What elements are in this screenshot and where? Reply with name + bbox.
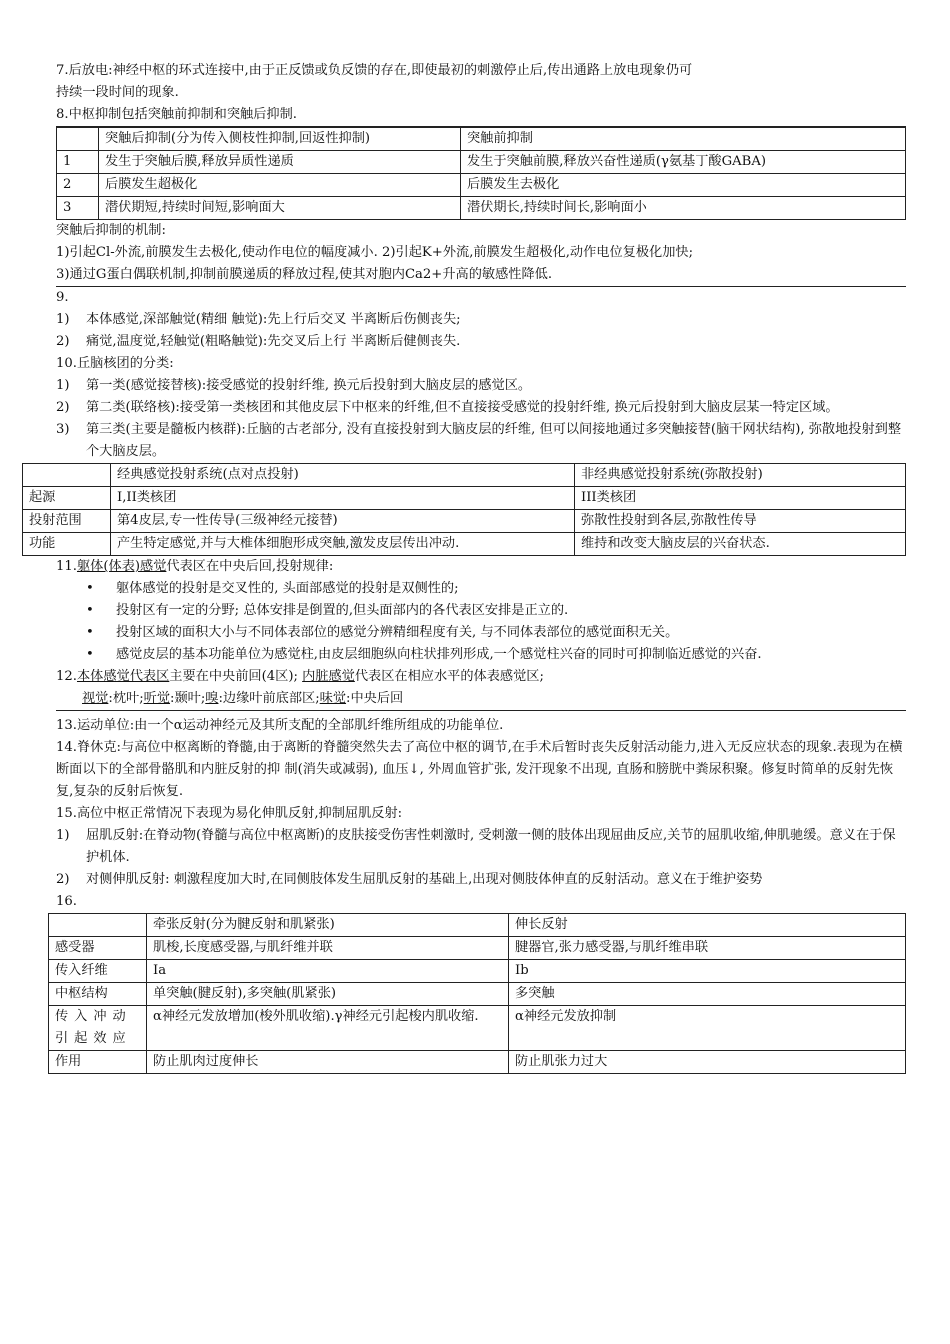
list-item xyxy=(56,397,906,419)
table-row xyxy=(23,510,906,533)
s15-title: 15.高位中枢正常情况下表现为易化伸肌反射,抑制屈肌反射: xyxy=(56,806,403,821)
s12-line1 xyxy=(56,666,906,688)
s10-title: 10.丘脑核团的分类: xyxy=(56,356,174,371)
bullet-item xyxy=(56,600,906,622)
header-cell: 牵张反射(分为腱反射和肌紧张) xyxy=(147,914,509,937)
header-cell: 突触前抑制 xyxy=(461,128,906,151)
header-cell: 伸长反射 xyxy=(509,914,906,937)
table-cell: 中枢结构 xyxy=(49,983,147,1006)
inhibition-table xyxy=(56,127,906,220)
table-row xyxy=(49,1006,906,1051)
s7-line2: 持续一段时间的现象. xyxy=(56,85,179,100)
table-header-row xyxy=(23,464,906,487)
s11-title xyxy=(56,556,906,578)
table-cell: Ib xyxy=(509,960,906,983)
table-cell: 投射范围 xyxy=(23,510,111,533)
s12-term: 视觉 xyxy=(82,691,109,706)
document-page xyxy=(29,60,906,1074)
table-cell: 后膜发生去极化 xyxy=(461,174,906,197)
item-text: 痛觉,温度觉,轻触觉(粗略触觉):先交叉后上行 半离断后健侧丧失. xyxy=(86,334,461,349)
s12-text: :边缘叶前底部区; xyxy=(218,691,320,706)
item-number: 2) xyxy=(56,872,70,887)
header-cell: 突触后抑制(分为传入侧枝性抑制,回返性抑制) xyxy=(99,128,461,151)
table-cell: 潜伏期短,持续时间短,影响面大 xyxy=(99,197,461,220)
s7-line1: 7.后放电:神经中枢的环式连接中,由于正反馈或负反馈的存在,即使最初的刺激停止后,传出通路上放电现象仍可 xyxy=(56,63,693,78)
table-cell: 产生特定感觉,并与大椎体细胞形成突触,激发皮层传出冲动. xyxy=(111,533,575,556)
s9-title: 9. xyxy=(56,290,69,305)
s12-text: 代表区在相应水平的体表感觉区; xyxy=(354,669,544,684)
table-cell: α神经元发放抑制 xyxy=(509,1006,906,1051)
table-cell: 第4皮层,专一性传导(三级神经元接替) xyxy=(111,510,575,533)
bullet-item xyxy=(56,622,906,644)
table-row xyxy=(57,197,906,220)
table-row xyxy=(57,151,906,174)
item-text: 第三类(主要是髓板内核群):丘脑的古老部分, 没有直接投射到大脑皮层的纤维, 但可以间接地通过多突触接替(脑干网状结构), 弥散地投射到整个大脑皮层。 xyxy=(86,422,902,459)
table-row xyxy=(57,174,906,197)
item-number: 1) xyxy=(56,378,70,393)
item-text: 第二类(联络核):接受第一类核团和其他皮层下中枢来的纤维,但不直接接受感觉的投射纤维, 换元后投射到大脑皮层某一特定区域。 xyxy=(86,400,839,415)
table-row xyxy=(49,1051,906,1074)
item-number: 2) xyxy=(56,334,70,349)
reflex-table xyxy=(48,913,906,1074)
table-cell: 传入冲动引起效应 xyxy=(49,1006,147,1051)
table-cell: 腱器官,张力感受器,与肌纤维串联 xyxy=(509,937,906,960)
s8-mech2: 3)通过G蛋白偶联机制,抑制前膜递质的释放过程,使其对胞内Ca2+升高的敏感性降低. xyxy=(56,264,906,287)
s8-title: 8.中枢抑制包括突触前抑制和突触后抑制. xyxy=(56,104,906,127)
table-cell: 1 xyxy=(57,151,99,174)
bullet-text: 感觉皮层的基本功能单位为感觉柱,由皮层细胞纵向柱状排列形成,一个感觉柱兴奋的同时可抑制临近感觉的兴奋. xyxy=(116,647,762,662)
header-cell: 非经典感觉投射系统(弥散投射) xyxy=(575,464,906,487)
header-cell xyxy=(23,464,111,487)
header-cell: 经典感觉投射系统(点对点投射) xyxy=(111,464,575,487)
list-item xyxy=(56,825,906,869)
bullet-icon: • xyxy=(86,603,94,618)
table-row xyxy=(49,937,906,960)
table-row xyxy=(23,487,906,510)
s11-rest: 代表区在中央后回,投射规律: xyxy=(166,559,334,574)
table-cell: 3 xyxy=(57,197,99,220)
s8-mech-title: 突触后抑制的机制: xyxy=(56,223,166,238)
table-cell: 防止肌肉过度伸长 xyxy=(147,1051,509,1074)
table-cell: 弥散性投射到各层,弥散性传导 xyxy=(575,510,906,533)
header-cell xyxy=(49,914,147,937)
item-text: 第一类(感觉接替核):接受感觉的投射纤维, 换元后投射到大脑皮层的感觉区。 xyxy=(86,378,532,393)
bullet-item xyxy=(56,644,906,666)
bullet-text: 躯体感觉的投射是交叉性的, 头面部感觉的投射是双侧性的; xyxy=(116,581,459,596)
item-number: 2) xyxy=(56,400,70,415)
s8-mech1: 1)引起Cl-外流,前膜发生去极化,使动作电位的幅度减小. 2)引起K+外流,前膜发生超极化,动作电位复极化加快; xyxy=(56,245,694,260)
table-cell: 单突触(腱反射),多突触(肌紧张) xyxy=(147,983,509,1006)
table-cell: 功能 xyxy=(23,533,111,556)
bullet-item xyxy=(56,578,906,600)
s12-prefix: 12. xyxy=(56,669,77,684)
bullet-text: 投射区有一定的分野; 总体安排是倒置的,但头面部内的各代表区安排是正立的. xyxy=(116,603,569,618)
item-number: 1) xyxy=(56,312,70,327)
s12-term: 听觉 xyxy=(143,691,171,706)
s12-term: 本体感觉代表区 xyxy=(76,669,170,684)
table-cell: Ia xyxy=(147,960,509,983)
table-cell: 传入纤维 xyxy=(49,960,147,983)
s12-text: :中央后回 xyxy=(346,691,404,706)
s12-text: :枕叶; xyxy=(108,691,144,706)
table-cell: 感受器 xyxy=(49,937,147,960)
table-row xyxy=(49,983,906,1006)
s12-term: 嗅 xyxy=(205,691,219,706)
table-cell: 作用 xyxy=(49,1051,147,1074)
table-cell: 维持和改变大脑皮层的兴奋状态. xyxy=(575,533,906,556)
table-header-row xyxy=(49,914,906,937)
s12-text: 主要在中央前回(4区); xyxy=(169,669,303,684)
table-cell: I,II类核团 xyxy=(111,487,575,510)
list-item xyxy=(56,375,906,397)
s12-text: :颞叶; xyxy=(170,691,206,706)
s14-text: 14.脊休克:与高位中枢离断的脊髓,由于离断的脊髓突然失去了高位中枢的调节,在手术后暂时丧失反射活动能力,进入无反应状态的现象.表现为在横断面以下的全部骨骼肌和内脏反射的抑 制(消失或减弱), 血压↓, 外周血管扩张, 发汗现象不出现, 直肠和膀胱中粪尿积聚。修复时简单的反射先恢复,复杂的反射后恢复. xyxy=(56,740,903,799)
table-cell: 发生于突触前膜,释放兴奋性递质(γ氨基丁酸GABA) xyxy=(461,151,906,174)
s13-text: 13.运动单位:由一个α运动神经元及其所支配的全部肌纤维所组成的功能单位. xyxy=(56,718,504,733)
list-item xyxy=(56,419,906,463)
table-cell: 发生于突触后膜,释放异质性递质 xyxy=(99,151,461,174)
projection-table xyxy=(22,463,906,556)
item-number: 3) xyxy=(56,422,70,437)
table-cell: 防止肌张力过大 xyxy=(509,1051,906,1074)
s11-term: 躯体(体表)感觉 xyxy=(76,559,167,574)
item-text: 对侧伸肌反射: 刺激程度加大时,在同侧肢体发生屈肌反射的基础上,出现对侧肢体伸直的反射活动。意义在于维护姿势 xyxy=(86,872,763,887)
list-item xyxy=(56,331,906,353)
s12-line2 xyxy=(56,688,906,711)
s12-term: 味觉 xyxy=(319,691,347,706)
item-text: 屈肌反射:在脊动物(脊髓与高位中枢离断)的皮肤接受伤害性刺激时, 受刺激一侧的肢体出现屈曲反应,关节的屈肌收缩,伸肌驰缓。意义在于保护机体. xyxy=(86,828,896,865)
s16-title: 16. xyxy=(56,894,77,909)
table-row xyxy=(49,960,906,983)
item-text: 本体感觉,深部触觉(精细 触觉):先上行后交叉 半离断后伤侧丧失; xyxy=(86,312,461,327)
bullet-icon: • xyxy=(86,625,94,640)
table-cell: 后膜发生超极化 xyxy=(99,174,461,197)
table-cell: α神经元发放增加(梭外肌收缩).γ神经元引起梭内肌收缩. xyxy=(147,1006,509,1051)
s12-term: 内脏感觉 xyxy=(302,669,355,684)
table-cell: 多突触 xyxy=(509,983,906,1006)
bullet-text: 投射区域的面积大小与不同体表部位的感觉分辨精细程度有关, 与不同体表部位的感觉面积无关。 xyxy=(116,625,679,640)
table-cell: III类核团 xyxy=(575,487,906,510)
table-cell: 起源 xyxy=(23,487,111,510)
list-item xyxy=(56,869,906,891)
bullet-icon: • xyxy=(86,647,94,662)
table-header-row xyxy=(57,128,906,151)
list-item xyxy=(56,309,906,331)
s11-prefix: 11. xyxy=(56,559,77,574)
table-cell: 肌梭,长度感受器,与肌纤维并联 xyxy=(147,937,509,960)
bullet-icon: • xyxy=(86,581,94,596)
item-number: 1) xyxy=(56,828,70,843)
table-cell: 潜伏期长,持续时间长,影响面小 xyxy=(461,197,906,220)
header-cell xyxy=(57,128,99,151)
table-cell: 2 xyxy=(57,174,99,197)
table-row xyxy=(23,533,906,556)
